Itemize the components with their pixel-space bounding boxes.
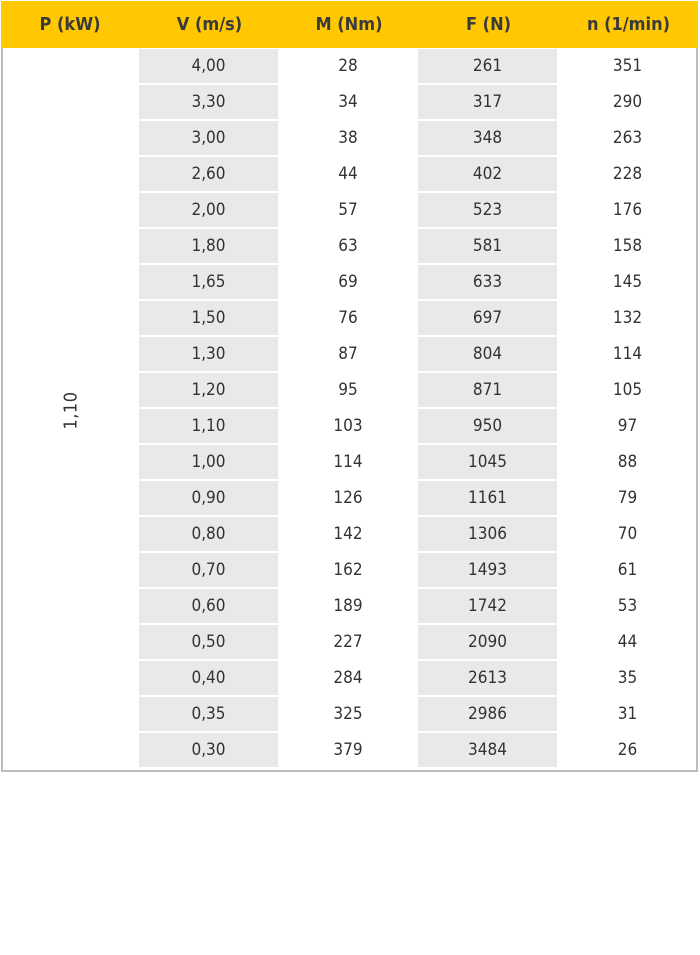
cell-force: 871 <box>418 373 557 407</box>
cell-force: 402 <box>418 157 557 191</box>
cell-rpm: 263 <box>559 121 696 155</box>
cell-torque: 34 <box>280 85 416 119</box>
cell-force: 581 <box>418 229 557 263</box>
header-power: P (kW) <box>39 14 101 35</box>
cell-torque: 76 <box>280 301 416 335</box>
table-row <box>139 85 696 119</box>
cell-force: 523 <box>418 193 557 227</box>
cell-rpm: 70 <box>559 517 696 551</box>
table-row <box>139 625 696 659</box>
cell-force: 804 <box>418 337 557 371</box>
cell-speed: 1,00 <box>139 445 278 479</box>
cell-speed: 1,20 <box>139 373 278 407</box>
cell-rpm: 97 <box>559 409 696 443</box>
table-row <box>139 265 696 299</box>
cell-rpm: 61 <box>559 553 696 587</box>
cell-force: 348 <box>418 121 557 155</box>
cell-rpm: 53 <box>559 589 696 623</box>
header-force: F (N) <box>465 14 512 35</box>
header-speed: V (m/s) <box>176 14 243 35</box>
cell-torque: 95 <box>280 373 416 407</box>
table-row <box>139 517 696 551</box>
cell-speed: 0,90 <box>139 481 278 515</box>
cell-force: 633 <box>418 265 557 299</box>
table-row <box>139 697 696 731</box>
cell-rpm: 228 <box>559 157 696 191</box>
cell-rpm: 105 <box>559 373 696 407</box>
cell-speed: 1,50 <box>139 301 278 335</box>
cell-speed: 0,70 <box>139 553 278 587</box>
cell-speed: 0,60 <box>139 589 278 623</box>
cell-torque: 103 <box>280 409 416 443</box>
cell-rpm: 26 <box>559 733 696 767</box>
cell-torque: 69 <box>280 265 416 299</box>
cell-rpm: 114 <box>559 337 696 371</box>
cell-torque: 284 <box>280 661 416 695</box>
cell-rpm: 44 <box>559 625 696 659</box>
cell-force: 2090 <box>418 625 557 659</box>
cell-force: 950 <box>418 409 557 443</box>
table-row <box>139 661 696 695</box>
cell-speed: 1,10 <box>139 409 278 443</box>
cell-force: 1045 <box>418 445 557 479</box>
header-torque: M (Nm) <box>315 14 383 35</box>
table-row <box>139 409 696 443</box>
cell-torque: 227 <box>280 625 416 659</box>
cell-speed: 3,30 <box>139 85 278 119</box>
cell-torque: 189 <box>280 589 416 623</box>
cell-speed: 0,40 <box>139 661 278 695</box>
table-row <box>139 445 696 479</box>
cell-rpm: 158 <box>559 229 696 263</box>
cell-speed: 4,00 <box>139 49 278 83</box>
cell-rpm: 79 <box>559 481 696 515</box>
cell-torque: 28 <box>280 49 416 83</box>
cell-torque: 126 <box>280 481 416 515</box>
table-row <box>139 337 696 371</box>
cell-force: 261 <box>418 49 557 83</box>
cell-force: 1306 <box>418 517 557 551</box>
table-row <box>139 481 696 515</box>
table-header <box>1 1 698 48</box>
table-row <box>139 301 696 335</box>
table-row <box>139 193 696 227</box>
cell-speed: 0,80 <box>139 517 278 551</box>
cell-force: 1161 <box>418 481 557 515</box>
cell-torque: 38 <box>280 121 416 155</box>
power-value: 1,10 <box>60 390 82 430</box>
table-row <box>139 733 696 767</box>
cell-speed: 0,50 <box>139 625 278 659</box>
cell-torque: 44 <box>280 157 416 191</box>
cell-rpm: 31 <box>559 697 696 731</box>
cell-rpm: 35 <box>559 661 696 695</box>
table-row <box>139 49 696 83</box>
cell-force: 2613 <box>418 661 557 695</box>
cell-force: 697 <box>418 301 557 335</box>
header-rpm: n (1/min) <box>586 14 671 35</box>
table-row <box>139 229 696 263</box>
cell-speed: 3,00 <box>139 121 278 155</box>
cell-rpm: 132 <box>559 301 696 335</box>
table-body <box>139 49 696 769</box>
cell-force: 1493 <box>418 553 557 587</box>
cell-speed: 1,80 <box>139 229 278 263</box>
cell-torque: 63 <box>280 229 416 263</box>
cell-force: 317 <box>418 85 557 119</box>
cell-force: 2986 <box>418 697 557 731</box>
table-row <box>139 157 696 191</box>
cell-rpm: 145 <box>559 265 696 299</box>
table-row <box>139 373 696 407</box>
cell-rpm: 351 <box>559 49 696 83</box>
cell-torque: 379 <box>280 733 416 767</box>
cell-force: 3484 <box>418 733 557 767</box>
cell-torque: 325 <box>280 697 416 731</box>
power-cell <box>3 48 139 772</box>
cell-speed: 1,65 <box>139 265 278 299</box>
cell-speed: 1,30 <box>139 337 278 371</box>
cell-speed: 0,30 <box>139 733 278 767</box>
cell-torque: 57 <box>280 193 416 227</box>
cell-force: 1742 <box>418 589 557 623</box>
cell-speed: 2,00 <box>139 193 278 227</box>
cell-rpm: 290 <box>559 85 696 119</box>
cell-rpm: 176 <box>559 193 696 227</box>
cell-torque: 162 <box>280 553 416 587</box>
cell-torque: 114 <box>280 445 416 479</box>
cell-torque: 142 <box>280 517 416 551</box>
cell-speed: 0,35 <box>139 697 278 731</box>
data-table <box>1 1 698 772</box>
cell-rpm: 88 <box>559 445 696 479</box>
cell-speed: 2,60 <box>139 157 278 191</box>
table-row <box>139 121 696 155</box>
cell-torque: 87 <box>280 337 416 371</box>
table-row <box>139 589 696 623</box>
table-row <box>139 553 696 587</box>
